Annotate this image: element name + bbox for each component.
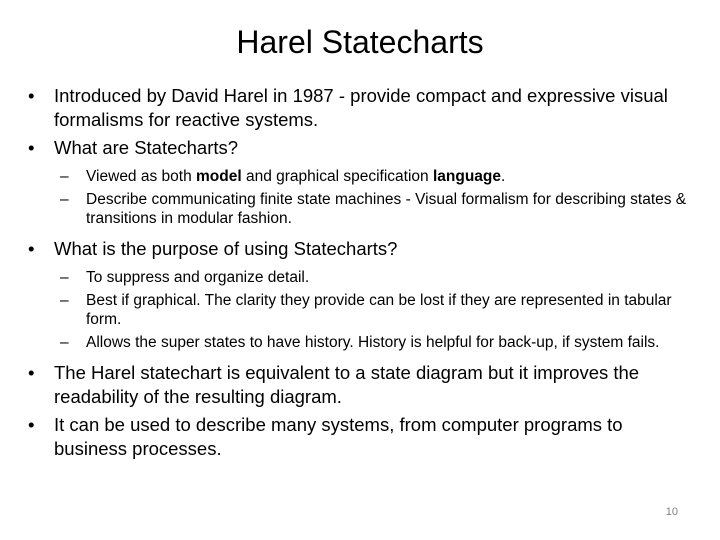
dash-marker: – <box>60 269 69 286</box>
bullet-text: It can be used to describe many systems, from computer programs to business processes. <box>54 414 623 459</box>
bold-model: model <box>196 168 242 185</box>
dash-marker: – <box>60 334 69 351</box>
bullet-what-are <box>24 136 700 160</box>
sub-bullet-text: To suppress and organize detail. <box>86 269 310 286</box>
bullet-equivalent <box>24 361 700 409</box>
sub-bullet-text: Best if graphical. The clarity they provide can be lost if they are represented in tabular form. <box>86 292 672 328</box>
slide-body <box>24 84 700 461</box>
dash-marker: – <box>60 292 69 309</box>
bullet-text: What is the purpose of using Statecharts? <box>54 238 398 259</box>
bullet-marker: • <box>28 414 35 435</box>
bullet-many-systems <box>24 413 700 461</box>
bullet-purpose <box>24 237 700 261</box>
dash-marker: – <box>60 168 69 185</box>
bullet-marker: • <box>28 238 35 259</box>
bullet-text: The Harel statechart is equivalent to a state diagram but it improves the readability of the resulting diagram. <box>54 362 640 407</box>
bullet-marker: • <box>28 362 35 383</box>
sub-bullet-text: Allows the super states to have history. History is helpful for back-up, if system fails. <box>86 334 660 351</box>
bullet-text: Introduced by David Harel in 1987 - provide compact and expressive visual formalisms for reactive systems. <box>54 85 668 130</box>
sub-bullet-history <box>24 333 700 352</box>
slide-title: Harel Statecharts <box>236 24 484 60</box>
bold-language: language <box>432 168 502 185</box>
sub-bullet-graphical <box>24 291 700 329</box>
dash-marker: – <box>60 191 69 208</box>
bullet-introduced <box>24 84 700 132</box>
bullet-marker: • <box>28 137 35 158</box>
bullet-text: What are Statecharts? <box>54 137 239 158</box>
sub-bullet-suppress <box>24 268 700 287</box>
bullet-marker: • <box>28 85 35 106</box>
sub-bullet-text: Describe communicating finite state machines - Visual formalism for describing states & transitions in modular fashion. <box>86 191 687 227</box>
sub-bullet-describe <box>24 190 700 228</box>
page-number: 10 <box>665 506 678 518</box>
sub-bullet-text: Viewed as both model and graphical specification language. <box>86 168 506 185</box>
sub-bullet-viewed-as <box>24 167 700 186</box>
